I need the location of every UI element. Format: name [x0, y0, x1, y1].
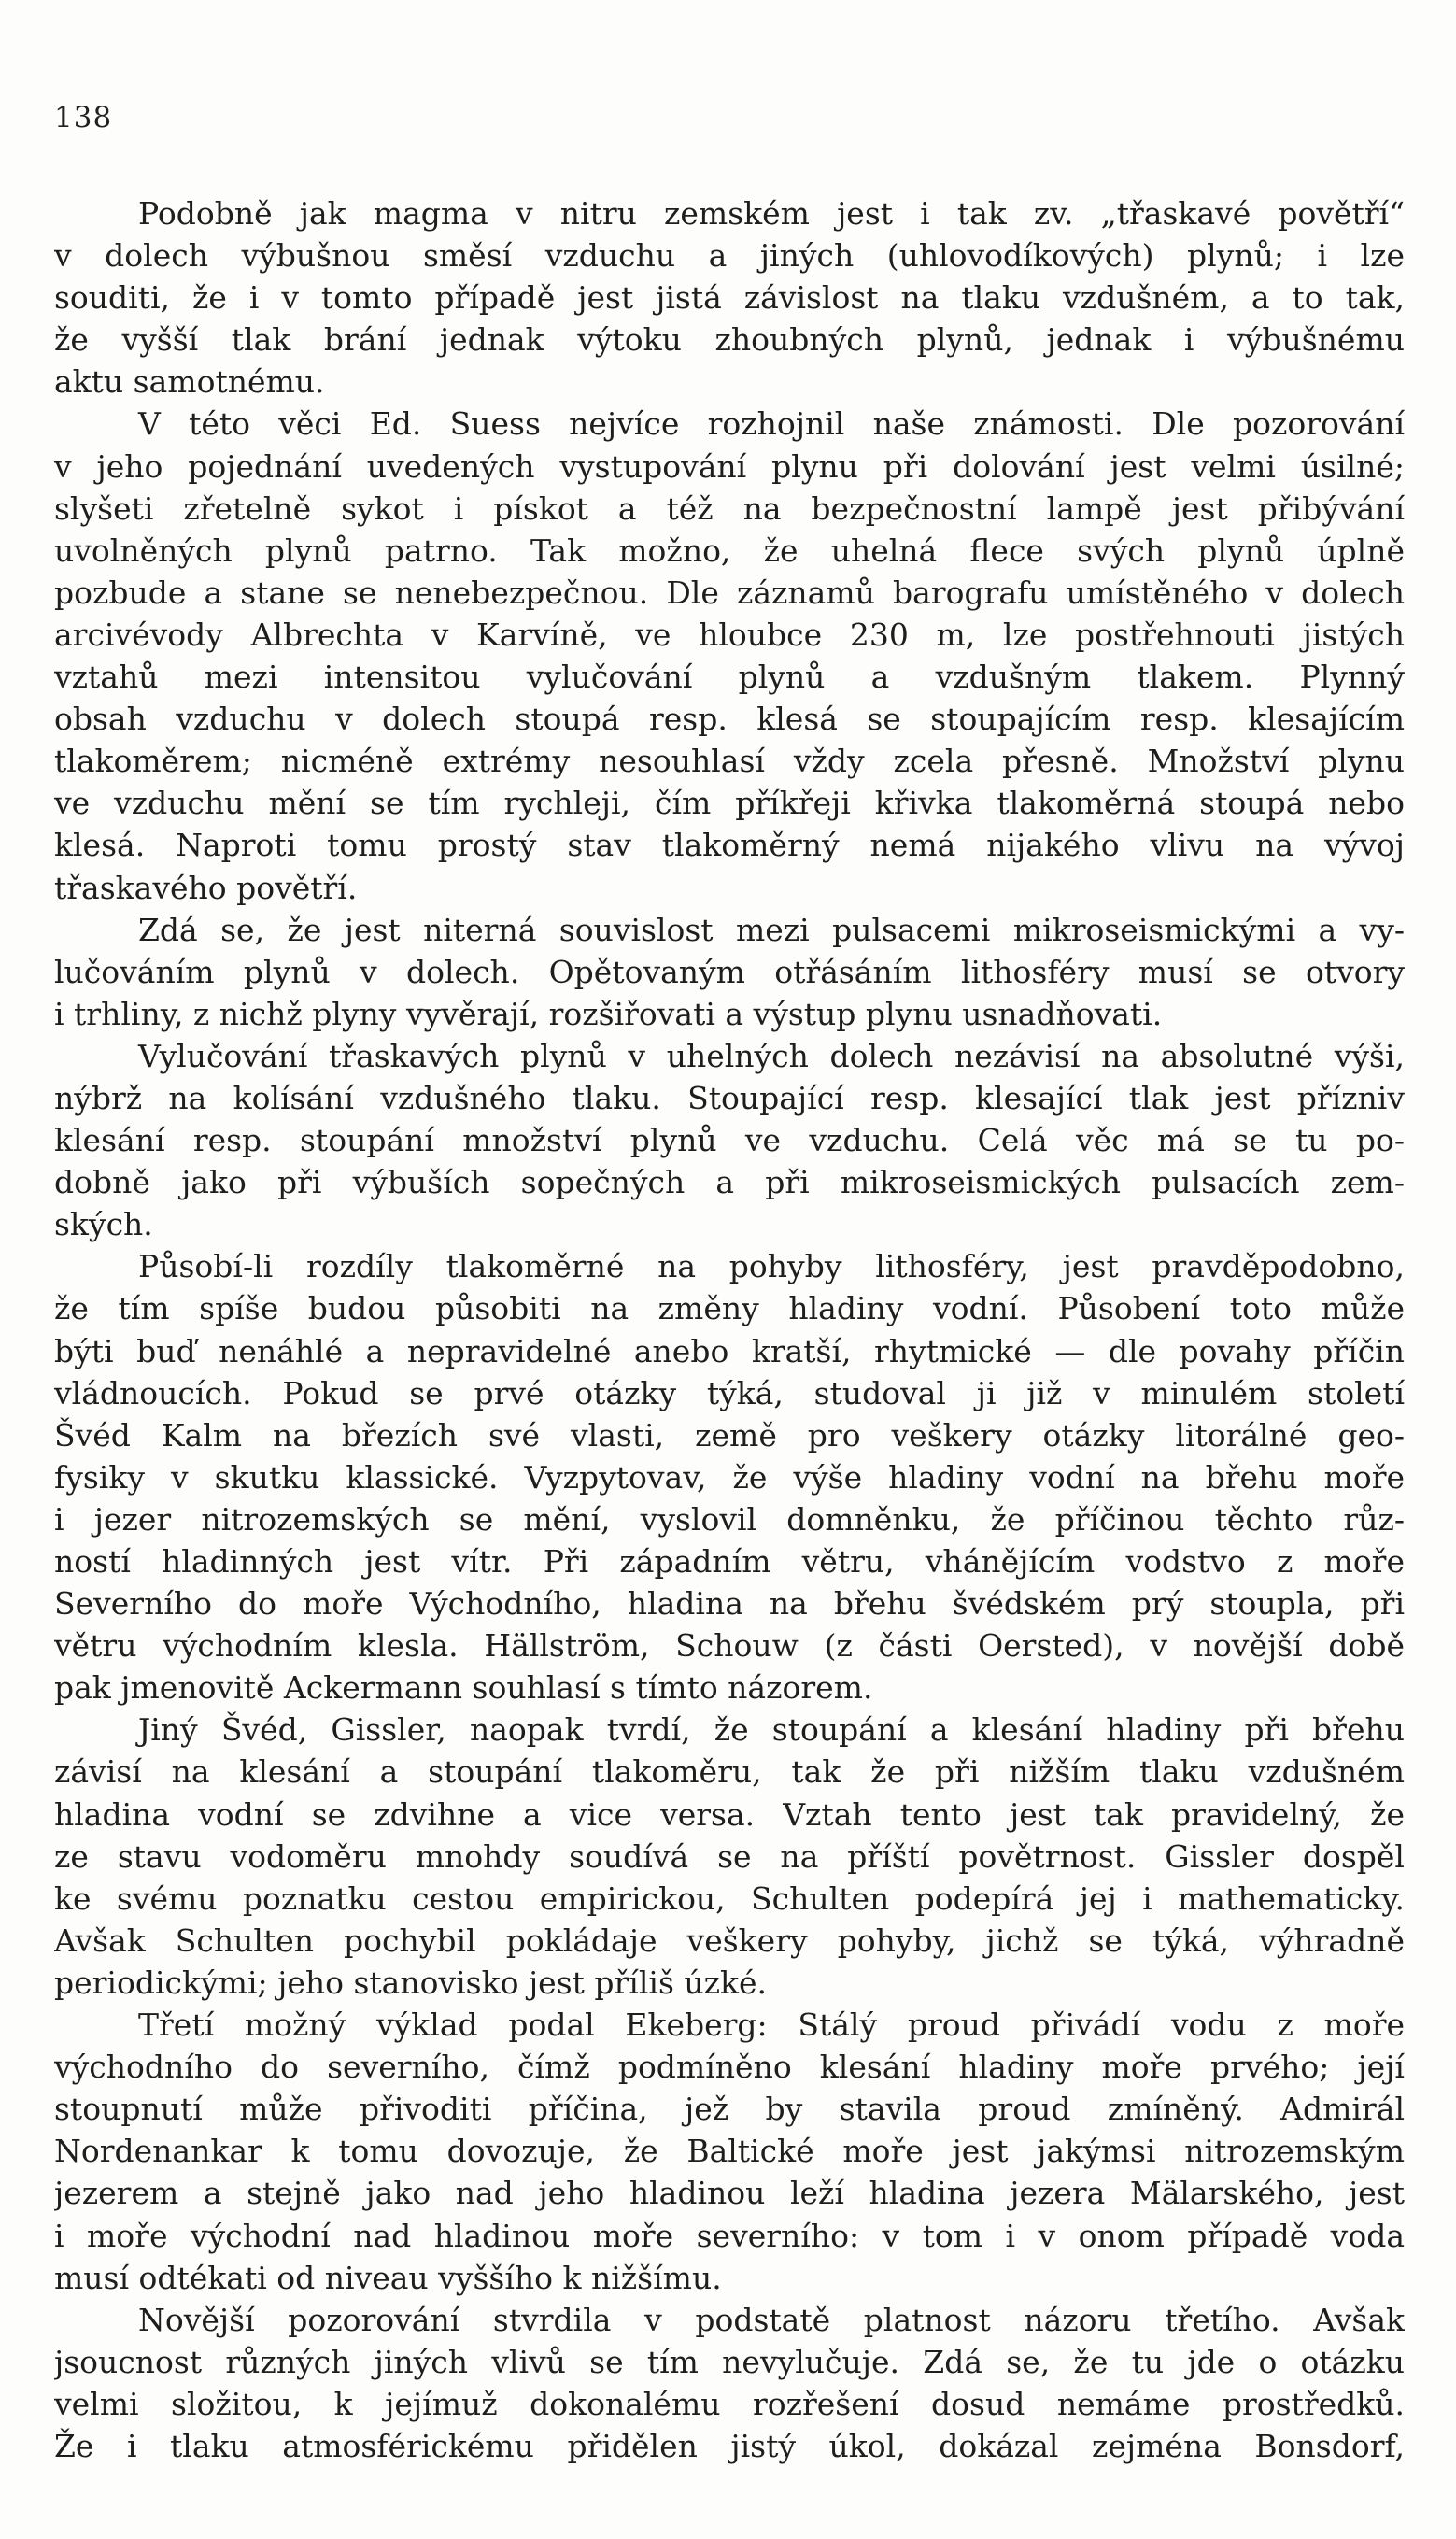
- text-line: Severního do moře Východního, hladina na břehu švédském prý stoupla, při: [54, 1585, 1405, 1623]
- text-line: arcivévody Albrechta v Karvíně, ve hloubce 230 m, lze postřehnouti jistých: [54, 616, 1405, 653]
- page-number: 138: [54, 101, 113, 135]
- text-line: v jeho pojednání uvedených vystupování plynu při dolování jest velmi úsilné;: [54, 447, 1405, 485]
- text-line: uvolněných plynů patrno. Tak možno, že uhelná flece svých plynů úplně: [54, 532, 1405, 569]
- text-line: jsoucnost různých jiných vlivů se tím nevylučuje. Zdá se, že tu jde o otázku: [54, 2343, 1405, 2380]
- text-line: že vyšší tlak brání jednak výtoku zhoubných plynů, jednak i výbušnému: [54, 321, 1405, 359]
- text-line: Novější pozorování stvrdila v podstatě platnost názoru třetího. Avšak: [138, 2301, 1405, 2338]
- text-line: vztahů mezi intensitou vylučování plynů a vzdušným tlakem. Plynný: [54, 659, 1405, 696]
- text-line: Podobně jak magma v nitru zemském jest i tak zv. „třaskavé povětří“: [138, 195, 1405, 232]
- text-line: obsah vzduchu v dolech stoupá resp. klesá se stoupajícím resp. klesajícím: [54, 701, 1405, 738]
- text-line: Nordenankar k tomu dovozuje, že Baltické moře jest jakýmsi nitrozemským: [54, 2133, 1405, 2170]
- text-line: Jiný Švéd, Gissler, naopak tvrdí, že stoupání a klesání hladiny při břehu: [138, 1711, 1405, 1749]
- text-line: velmi složitou, k jejímuž dokonalému rozřešení dosud nemáme prostředků.: [54, 2385, 1405, 2422]
- text-line: fysiky v skutku klassické. Vyzpytovav, že výše hladiny vodní na břehu moře: [54, 1458, 1405, 1496]
- text-line: slyšeti zřetelně sykot i pískot a též na bezpečnostní lampě jest přibývání: [54, 489, 1405, 527]
- text-line: Vylučování třaskavých plynů v uhelných dolech nezávisí na absolutné výši,: [138, 1037, 1405, 1074]
- text-line: pozbude a stane se nenebezpečnou. Dle záznamů barografu umístěného v dolech: [54, 574, 1405, 611]
- text-line: větru východním klesla. Hällström, Schouw (z části Oersted), v novější době: [54, 1627, 1405, 1665]
- text-line: dobně jako při výbuších sopečných a při mikroseismických pulsacích zem-: [54, 1164, 1405, 1201]
- text-line: že tím spíše budou působiti na změny hladiny vodní. Působení toto může: [54, 1290, 1405, 1327]
- text-line: ve vzduchu mění se tím rychleji, čím příkřeji křivka tlakoměrná stoupá nebo: [54, 785, 1405, 822]
- text-line: býti buď nenáhlé a nepravidelné anebo kratší, rhytmické — dle povahy příčin: [54, 1332, 1405, 1369]
- text-line: i moře východní nad hladinou moře severního: v tom i v onom případě voda: [54, 2217, 1405, 2254]
- text-line: lučováním plynů v dolech. Opětovaným otřásáním lithosféry musí se otvory: [54, 953, 1405, 990]
- text-line: hladina vodní se zdvihne a vice versa. Vztah tento jest tak pravidelný, že: [54, 1795, 1405, 1833]
- text-line: aktu samotnému.: [54, 363, 325, 401]
- text-line: i trhliny, z nichž plyny vyvěrají, rozšiřovati a výstup plynu usnadňovati.: [54, 995, 1163, 1032]
- text-line: klesá. Naproti tomu prostý stav tlakoměrný nemá nijakého vlivu na vývoj: [54, 827, 1405, 864]
- text-line: Zdá se, že jest niterná souvislost mezi pulsacemi mikroseismickými a vy-: [138, 911, 1405, 948]
- body-text: [54, 192, 1405, 2467]
- text-line: i jezer nitrozemských se mění, vyslovil domněnku, že příčinou těchto růz-: [54, 1500, 1405, 1538]
- text-line: souditi, že i v tomto případě jest jistá závislost na tlaku vzdušném, a to tak,: [54, 279, 1405, 317]
- text-line: V této věci Ed. Suess nejvíce rozhojnil naše známosti. Dle pozorování: [138, 405, 1405, 443]
- text-line: klesání resp. stoupání množství plynů ve vzduchu. Celá věc má se tu po-: [54, 1122, 1405, 1159]
- text-line: stoupnutí může přivoditi příčina, jež by stavila proud zmíněný. Admirál: [54, 2091, 1405, 2128]
- text-line: Avšak Schulten pochybil pokládaje veškery pohyby, jichž se týká, výhradně: [54, 1922, 1405, 1959]
- text-line: ských.: [54, 1206, 153, 1243]
- text-line: ke svému poznatku cestou empirickou, Schulten podepírá jej i mathematicky.: [54, 1879, 1405, 1917]
- text-line: Že i tlaku atmosférickému přidělen jistý úkol, dokázal zejména Bonsdorf,: [54, 2427, 1405, 2464]
- text-line: musí odtékati od niveau vyššího k nižšímu.: [54, 2259, 722, 2296]
- text-line: vládnoucích. Pokud se prvé otázky týká, studoval ji již v minulém století: [54, 1374, 1405, 1411]
- text-line: Působí-li rozdíly tlakoměrné na pohyby lithosféry, jest pravděpodobno,: [138, 1248, 1405, 1285]
- text-line: Třetí možný výklad podal Ekeberg: Stálý proud přivádí vodu z moře: [138, 2007, 1405, 2044]
- text-line: nýbrž na kolísání vzdušného tlaku. Stoupající resp. klesající tlak jest přízniv: [54, 1079, 1405, 1116]
- text-line: ností hladinných jest vítr. Při západním větru, vhánějícím vodstvo z moře: [54, 1543, 1405, 1580]
- text-line: pak jmenovitě Ackermann souhlasí s tímto názorem.: [54, 1669, 873, 1707]
- text-line: závisí na klesání a stoupání tlakoměru, tak že při nižším tlaku vzdušném: [54, 1753, 1405, 1791]
- text-line: periodickými; jeho stanovisko jest příliš úzké.: [54, 1964, 768, 2001]
- text-line: východního do severního, čímž podmíněno klesání hladiny moře prvého; její: [54, 2049, 1405, 2086]
- text-line: Švéd Kalm na březích své vlasti, země pro veškery otázky litorálné geo-: [54, 1416, 1405, 1454]
- text-line: třaskavého povětří.: [54, 869, 358, 906]
- text-line: v dolech výbušnou směsí vzduchu a jiných (uhlovodíkových) plynů; i lze: [54, 237, 1405, 275]
- text-line: tlakoměrem; nicméně extrémy nesouhlasí vždy zcela přesně. Množství plynu: [54, 743, 1405, 780]
- text-line: jezerem a stejně jako nad jeho hladinou leží hladina jezera Mälarského, jest: [54, 2175, 1405, 2212]
- text-line: ze stavu vodoměru mnohdy soudívá se na příští povětrnost. Gissler dospěl: [54, 1837, 1405, 1875]
